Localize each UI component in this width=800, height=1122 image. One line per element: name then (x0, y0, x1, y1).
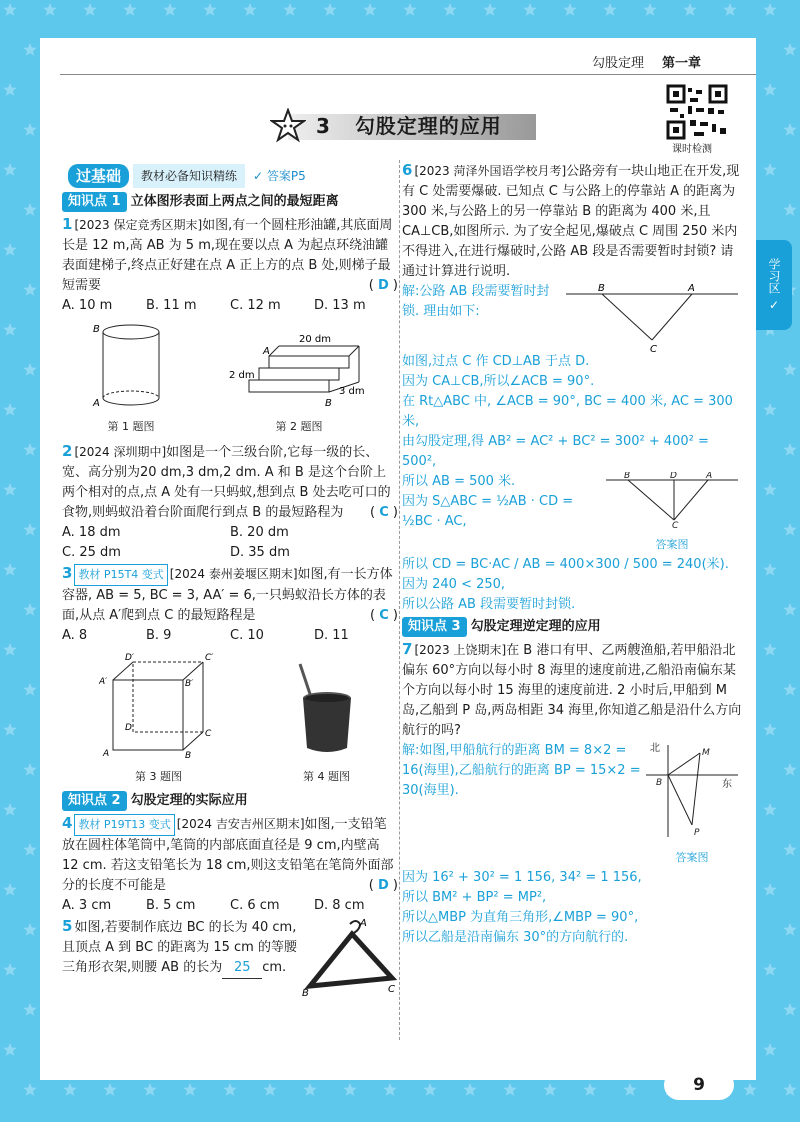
background-star (643, 3, 656, 16)
column-divider (399, 160, 401, 1040)
svg-text:A: A (102, 749, 109, 759)
answer-2: C (379, 505, 389, 520)
answer-ref: ✓ 答案P5 (253, 169, 306, 183)
background-star (3, 403, 16, 416)
hanger-icon (302, 916, 398, 1000)
background-star (503, 1083, 516, 1096)
svg-text:北: 北 (650, 743, 660, 754)
background-star (3, 83, 16, 96)
background-star (763, 643, 776, 656)
svg-text:C: C (388, 984, 395, 995)
knowledge-point-1: 知识点 1 立体图形表面上两点之间的最短距离 (62, 192, 398, 212)
figure-3: D′ C′ A′ B′ D C A B 第 3 题图 (98, 653, 213, 783)
background-star (3, 883, 16, 896)
background-star (563, 3, 576, 16)
background-star (743, 1083, 756, 1096)
answer-4: D (377, 878, 389, 893)
solution-6-line3: 因为 CA⊥CB,所以∠ACB = 90°. (402, 374, 595, 389)
svg-text:东: 东 (722, 779, 732, 790)
figure-6b: B D A C 答案图 (624, 472, 713, 551)
header-section: 勾股定理 (592, 56, 645, 71)
running-header (592, 52, 701, 71)
background-star (763, 883, 776, 896)
background-star (23, 1083, 36, 1096)
background-star (763, 483, 776, 496)
background-star (3, 483, 16, 496)
solution-6-line8: 所以 CD = BC·AC / AB = 400×300 / 500 = 240(米). (402, 557, 729, 572)
svg-text:A: A (93, 398, 100, 409)
background-star (23, 843, 36, 856)
solution-7-line1: 解:如图,甲船航行的距离 BM = 8×2 = 16(海里),乙船航行的距离 BP = 15×2 = 30(海里). (402, 743, 641, 798)
background-star (763, 3, 776, 16)
background-star (23, 443, 36, 456)
svg-text:C: C (650, 344, 657, 352)
answer-5: 25 (222, 958, 262, 979)
background-star (783, 203, 796, 216)
background-star (263, 1083, 276, 1096)
solution-7-line4: 所以△MBP 为直角三角形,∠MBP = 90°, (402, 910, 639, 925)
background-star (763, 963, 776, 976)
solution-6-line4: 在 Rt△ABC 中, ∠ACB = 90°, BC = 400 米, AC = 300 米, (402, 394, 733, 429)
background-star (23, 43, 36, 56)
background-star (283, 3, 296, 16)
background-star (3, 963, 16, 976)
background-star (23, 363, 36, 376)
background-star (603, 3, 616, 16)
background-star (23, 603, 36, 616)
solution-6-line2: 如图,过点 C 作 CD⊥AB 于点 D. (402, 354, 590, 369)
background-star (23, 923, 36, 936)
background-star (783, 443, 796, 456)
background-star (363, 3, 376, 16)
background-star (483, 3, 496, 16)
question-1: 1 [2023 保定竞秀区期末]如图,有一个圆柱形油罐,其底面周长是 12 m,高 AB 为 5 m,现在要以点 A 为起点环绕油罐表面建梯子,终点正好建在点 A 正上方的点 B 处,则梯子最短需要 ( D ) (62, 215, 398, 293)
background-star (3, 243, 16, 256)
svg-text:B: B (184, 751, 191, 760)
answer-1: D (377, 278, 389, 293)
background-star (783, 43, 796, 56)
answer-3: C (379, 608, 389, 623)
solution-7-head (402, 741, 742, 868)
svg-text:D′: D′ (124, 653, 134, 663)
background-star (23, 123, 36, 136)
figure-7: 北 东 M B P 答案图 (650, 743, 732, 864)
svg-text:B: B (656, 778, 663, 788)
svg-text:D: D (670, 472, 677, 481)
options-1: A. 10 m B. 11 m C. 12 m D. 13 m (62, 298, 366, 313)
background-star (423, 1083, 436, 1096)
background-star (543, 1083, 556, 1096)
figure-4: 第 4 题图 (292, 660, 362, 787)
title-text: 3 勾股定理的应用 (316, 114, 502, 138)
question-3: 3 教材 P15T4 变式 [2024 泰州姜堰区期末]如图,有一长方体容器, AB = 5, BC = 3, AA′ = 6,一只蚂蚁沿长方体的表面,从点 A′爬到点 C 的最短路程是 ( C ) (62, 564, 398, 623)
svg-text:20 dm: 20 dm (299, 334, 331, 345)
background-star (783, 1083, 796, 1096)
svg-text:B: B (325, 398, 332, 409)
solution-6-line10: 所以公路 AB 段需要暂时封锁. (402, 597, 576, 612)
banner-label: 过基础 (68, 164, 129, 188)
options-4: A. 3 cm B. 5 cm C. 6 cm D. 8 cm (62, 898, 365, 913)
svg-text:A′: A′ (98, 677, 107, 687)
background-star (783, 603, 796, 616)
page-number: 9 (664, 1070, 734, 1100)
background-star (203, 3, 216, 16)
background-star (783, 683, 796, 696)
background-star (463, 1083, 476, 1096)
svg-text:A: A (263, 346, 270, 357)
background-star (343, 1083, 356, 1096)
solution-6-line6: 所以 AB = 500 米. (402, 474, 516, 489)
background-star (303, 1083, 316, 1096)
background-star (623, 1083, 636, 1096)
background-star (23, 763, 36, 776)
svg-text:A: A (706, 472, 713, 481)
solution-6-mid (402, 472, 742, 555)
background-star (3, 3, 16, 16)
header-chapter: 第一章 (662, 56, 702, 71)
pen-holder-icon (292, 660, 362, 760)
background-star (683, 3, 696, 16)
background-star (23, 683, 36, 696)
background-star (23, 523, 36, 536)
figures-1-2 (62, 320, 398, 437)
figure-1: B A 第 1 题图 (91, 320, 171, 437)
background-star (3, 163, 16, 176)
background-star (23, 1003, 36, 1016)
background-star (763, 563, 776, 576)
question-6: 6 [2023 菏泽外国语学校月考]公路旁有一块山地正在开发,现有 C 处需要爆破. 已知点 C 与公路上的停靠站 A 的距离为 300 米,与公路上的另一停靠站 B 的距离为 400 米,且 CA⊥CB,如图所示. 为了安全起见,爆破点 C 周围 250 米内不得进入,在进行爆破时,公路 AB 段是否需要暂时封锁? 请通过计算进行说明. (402, 161, 740, 279)
header-rule (60, 74, 756, 75)
background-star (583, 1083, 596, 1096)
figures-3-4 (62, 650, 398, 787)
knowledge-point-3: 知识点 3 勾股定理逆定理的应用 (402, 617, 742, 637)
background-star (23, 283, 36, 296)
background-star (3, 803, 16, 816)
background-star (763, 83, 776, 96)
solution-6-line9: 因为 240 < 250, (402, 577, 506, 592)
svg-text:P: P (694, 828, 700, 838)
lesson-title (270, 108, 536, 142)
right-column (402, 160, 742, 948)
qr-label: 课时检测 (672, 144, 712, 155)
solution-7-line3: 所以 BM² + BP² = MP², (402, 890, 547, 905)
solution-7-line2: 因为 16² + 30² = 1 156, 34² = 1 156, (402, 870, 642, 885)
question-4: 4 教材 P19T13 变式 [2024 吉安吉州区期末]如图,一支铅笔放在圆柱体笔筒中,笔筒的内部底面直径是 9 cm,内壁高 12 cm. 若这支铅笔长为 18 cm,则这支铅笔在笔筒外面部分的长度不可能是 ( D ) (62, 814, 398, 893)
question-7: 7 [2023 上饶期末]在 B 港口有甲、乙两艘渔船,若甲船沿北偏东 60°方向以每小时 8 海里的速度前进,乙船沿南偏东某个方向以每小时 15 海里的速度前进. 2 小时后,甲船到 M 岛,乙船到 P 岛,两岛相距 34 海里,你知道乙船是沿什么方向航行的吗? (402, 640, 742, 738)
background-star (3, 643, 16, 656)
background-star (763, 803, 776, 816)
svg-text:A: A (688, 283, 695, 294)
background-star (83, 3, 96, 16)
svg-text:B: B (302, 988, 309, 999)
svg-text:D: D (124, 723, 132, 733)
background-star (763, 403, 776, 416)
svg-text:C′: C′ (204, 653, 213, 663)
solution-7-line5: 所以乙船是沿南偏东 30°的方向航行的. (402, 930, 629, 945)
background-star (723, 3, 736, 16)
background-star (143, 1083, 156, 1096)
background-star (763, 723, 776, 736)
left-column (62, 162, 398, 1000)
background-star (383, 1083, 396, 1096)
svg-text:B: B (598, 283, 605, 294)
background-star (783, 363, 796, 376)
svg-text:A: A (360, 918, 367, 929)
svg-text:B: B (93, 324, 100, 335)
background-star (443, 3, 456, 16)
solution-6-line1: 解:公路 AB 段需要暂时封锁. 理由如下: (402, 284, 550, 319)
background-star (323, 3, 336, 16)
background-star (3, 323, 16, 336)
options-2b: C. 25 dm D. 35 dm (62, 545, 290, 560)
background-star (783, 843, 796, 856)
star-face-icon (270, 108, 306, 144)
knowledge-point-2: 知识点 2 勾股定理的实际应用 (62, 791, 398, 811)
solution-6-line7: 因为 S△ABC = ½AB · CD = ½BC · AC, (402, 494, 574, 529)
background-star (243, 3, 256, 16)
background-star (23, 203, 36, 216)
svg-text:C: C (672, 521, 679, 528)
background-star (43, 3, 56, 16)
background-star (783, 1003, 796, 1016)
qr-code-icon[interactable] (666, 84, 728, 140)
background-star (3, 723, 16, 736)
question-2: 2 [2024 深圳期中]如图是一个三级台阶,它每一级的长、宽、高分别为20 dm,3 dm,2 dm. A 和 B 是这个台阶上两个相对的点,点 A 处有一只蚂蚁,想到点 B 处去吃可口的食物,则蚂蚁沿着台阶面爬行到点 B 的最短路程为 ( C ) (62, 442, 398, 520)
background-star (783, 763, 796, 776)
background-star (523, 3, 536, 16)
background-star (3, 563, 16, 576)
solution-6-head (402, 282, 742, 352)
svg-text:2 dm: 2 dm (229, 370, 255, 381)
banner-sub: 教材必备知识精练 (133, 164, 245, 188)
options-3: A. 8 B. 9 C. 10 D. 11 (62, 628, 349, 643)
background-star (403, 3, 416, 16)
svg-text:3 dm: 3 dm (339, 386, 365, 397)
options-2: A. 18 dm B. 20 dm (62, 525, 289, 540)
background-star (3, 1043, 16, 1056)
figure-6a (562, 282, 742, 352)
background-star (763, 163, 776, 176)
background-star (63, 1083, 76, 1096)
background-star (103, 1083, 116, 1096)
question-5: 5 如图,若要制作底边 BC 的长为 40 cm,且顶点 A 到 BC 的距离为 15 cm 的等腰三角形衣架,则腰 AB 的长为 25 cm. (62, 916, 302, 1000)
svg-text:C: C (204, 729, 211, 739)
svg-text:M: M (702, 748, 710, 758)
section-banner (62, 162, 398, 190)
background-star (183, 1083, 196, 1096)
question-5-block (62, 916, 398, 1000)
svg-text:B: B (624, 472, 631, 481)
background-star (783, 923, 796, 936)
background-star (163, 3, 176, 16)
background-star (223, 1083, 236, 1096)
solution-6-line5: 由勾股定理,得 AB² = AC² + BC² = 300² + 400² = 500², (402, 434, 709, 469)
background-star (763, 1043, 776, 1056)
svg-text:B′: B′ (184, 679, 193, 689)
background-star (783, 523, 796, 536)
background-star (783, 123, 796, 136)
side-tab[interactable]: 学习区 ✓ (756, 240, 792, 330)
figure-2: A B 20 dm 2 dm 3 dm 第 2 题图 (229, 334, 365, 433)
background-star (123, 3, 136, 16)
